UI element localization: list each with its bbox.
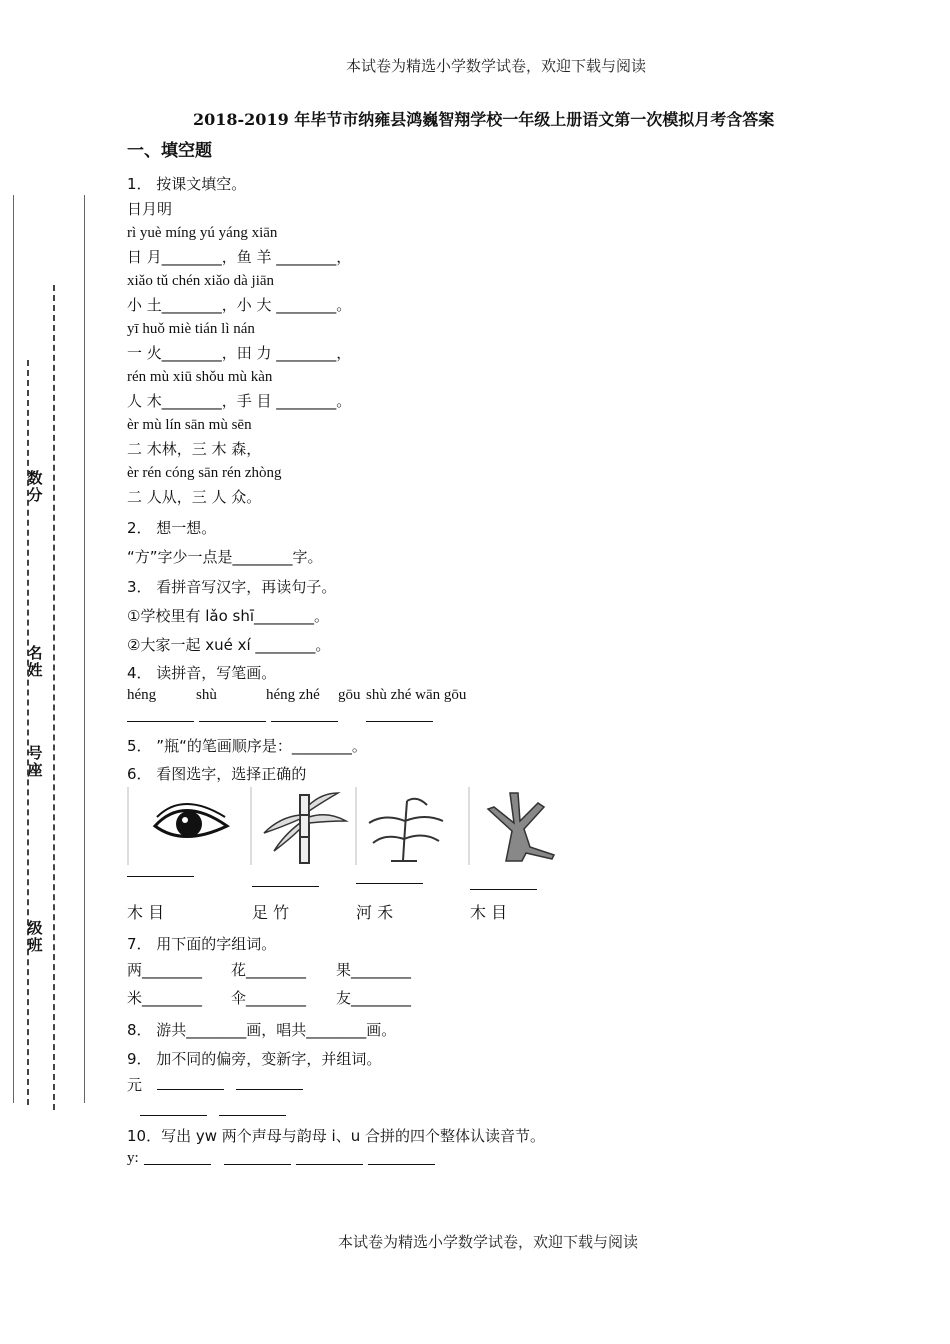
q1-pinyin-3: yī huǒ miè tián lì nán (127, 321, 255, 337)
q10-blank-1[interactable] (144, 1164, 211, 1165)
rice-plant-picture (355, 787, 455, 865)
q4-blank-2[interactable] (199, 721, 266, 722)
q4-stem: 4． 读拼音，写笔画。 (127, 664, 277, 682)
q4-blank-3[interactable] (271, 721, 338, 722)
q4-pinyin-3: héng zhé (266, 687, 320, 703)
q4-pinyin-2: shù (196, 687, 217, 703)
q10-blank-3[interactable] (296, 1164, 363, 1165)
exam-title: 2018-2019 年毕节市纳雍县鸿巍智翔学校一年级上册语文第一次模拟月考含答案 (193, 110, 775, 129)
q7-item: 果________ (336, 961, 412, 979)
q8-text: 8． 游共________画，唱共________画。 (127, 1021, 397, 1039)
side-label-seat: 号座 (27, 744, 43, 779)
q1-pinyin-1: rì yuè míng yú yáng xiān (127, 225, 278, 241)
page-header: 本试卷为精选小学数学试卷，欢迎下载与阅读 (346, 57, 647, 75)
q7-item: 伞________ (231, 989, 307, 1007)
q9-blank-4[interactable] (219, 1115, 286, 1116)
q1-line-3: 一 火________，田 力 ________， (127, 344, 352, 362)
q3-b: ②大家一起 xué xí ________。 (127, 636, 331, 654)
q6-option-3: 河 禾 (356, 903, 394, 922)
q6-option-4: 木 目 (470, 903, 508, 922)
q9-blank-1[interactable] (157, 1089, 224, 1090)
cut-line-right (53, 285, 65, 1110)
q9-blank-2[interactable] (236, 1089, 303, 1090)
q1-line-1: 日 月________，鱼 羊 ________， (127, 248, 352, 266)
q7-stem: 7． 用下面的字组词。 (127, 935, 277, 953)
q3-stem: 3． 看拼音写汉字，再读句子。 (127, 578, 337, 596)
q10-stem: 10．写出 yw 两个声母与韵母 i、u 合拼的四个整体认读音节。 (127, 1127, 545, 1145)
q7-item: 花________ (231, 961, 307, 979)
q1-line-4: 人 木________，手 目 ________。 (127, 392, 352, 410)
q4-blank-4[interactable] (366, 721, 433, 722)
binding-margin (13, 195, 85, 1103)
q6-blank-4[interactable] (470, 889, 537, 890)
q1-pinyin-5: èr mù lín sān mù sēn (127, 417, 252, 433)
page-footer: 本试卷为精选小学数学试卷，欢迎下载与阅读 (338, 1233, 639, 1251)
q7-item: 米________ (127, 989, 203, 1007)
side-label-class: 级班 (27, 919, 43, 954)
q1-pinyin-2: xiǎo tǔ chén xiǎo dà jiān (127, 273, 275, 289)
q6-blank-2[interactable] (252, 886, 319, 887)
q1-pinyin-6: èr rén cóng sān rén zhòng (127, 465, 282, 481)
q9-char: 元 (127, 1076, 143, 1094)
q1-line-5: 二 木林，三 木 森， (127, 440, 262, 458)
side-label-name: 名姓 (27, 644, 43, 679)
q10-blank-2[interactable] (224, 1164, 291, 1165)
q6-option-1: 木 目 (127, 903, 165, 922)
q9-blank-3[interactable] (140, 1115, 207, 1116)
q6-stem: 6． 看图选字，选择正确的 (127, 765, 307, 783)
eye-picture (127, 787, 239, 865)
q4-blank-1[interactable] (127, 721, 194, 722)
q6-option-2: 足 竹 (252, 903, 290, 922)
q4-pinyin-1: héng (127, 687, 157, 703)
q6-blank-1[interactable] (127, 876, 194, 877)
q10-prefix: y: (127, 1150, 139, 1166)
q10-blank-4[interactable] (368, 1164, 435, 1165)
q1-line-2: 小 土________，小 大 ________。 (127, 296, 352, 314)
side-label-score: 数分 (27, 469, 43, 504)
q1-stem: 1． 按课文填空。 (127, 175, 247, 193)
bamboo-picture (250, 787, 350, 865)
q7-item: 友________ (336, 989, 412, 1007)
q1-sub: 日月明 (127, 200, 173, 218)
section-heading: 一、填空题 (127, 141, 212, 161)
q9-stem: 9． 加不同的偏旁，变新字，并组词。 (127, 1050, 382, 1068)
tree-picture (468, 787, 568, 865)
q4-pinyin-5: shù zhé wān gōu (366, 687, 467, 703)
q5-stem: 5． ”瓶“的笔画顺序是：________。 (127, 737, 367, 755)
q2-text: “方”字少一点是________字。 (127, 548, 323, 566)
q1-pinyin-4: rén mù xiū shǒu mù kàn (127, 369, 273, 385)
q4-pinyin-4: gōu (338, 687, 361, 703)
q3-a: ①学校里有 lǎo shī________。 (127, 607, 330, 625)
q2-stem: 2． 想一想。 (127, 519, 217, 537)
q1-line-6: 二 人从，三 人 众。 (127, 488, 262, 506)
q7-item: 两________ (127, 961, 203, 979)
q6-blank-3[interactable] (356, 883, 423, 884)
